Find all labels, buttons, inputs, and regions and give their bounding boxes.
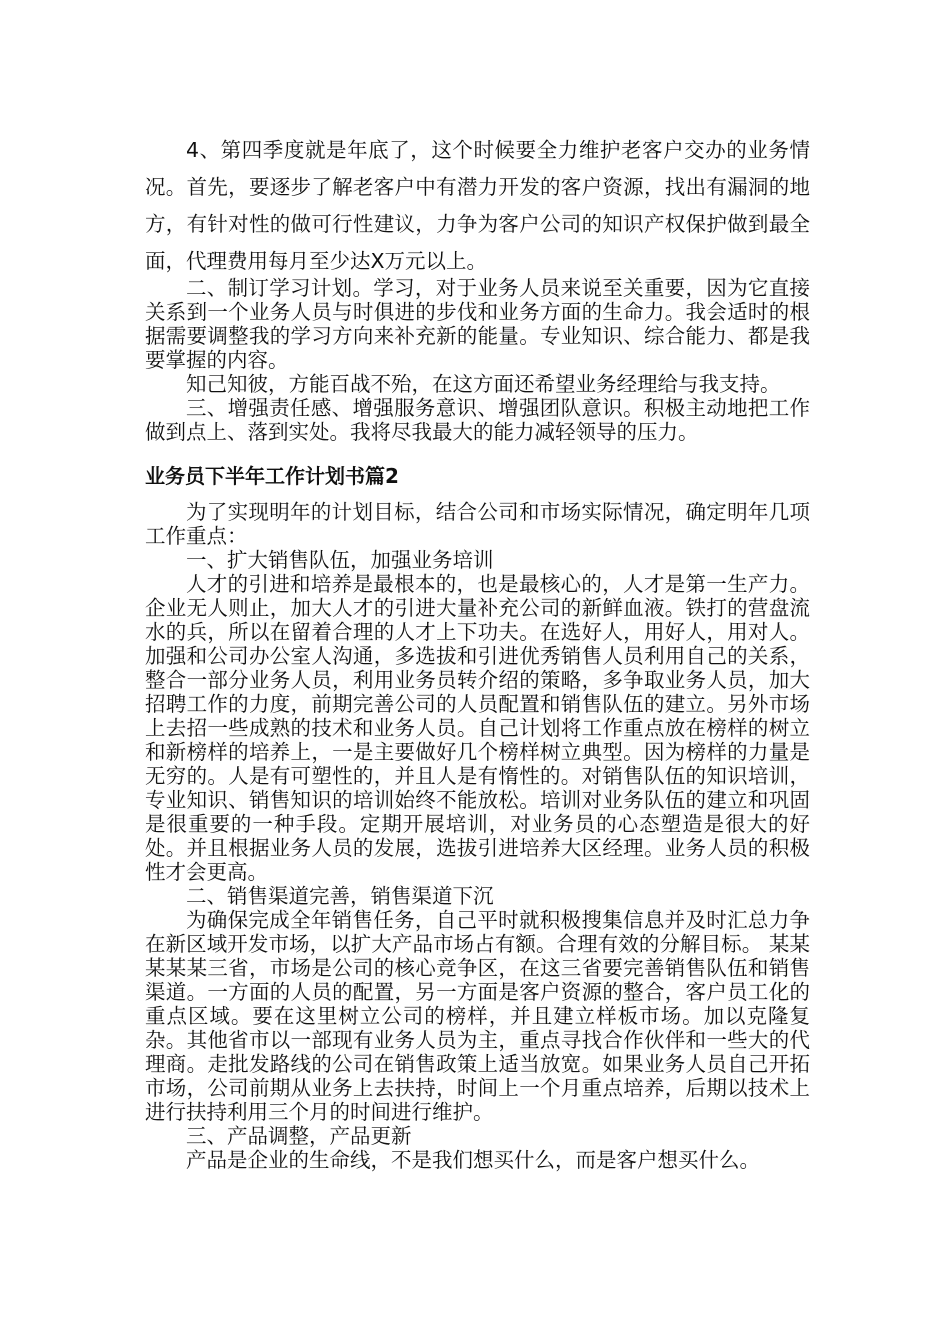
section-plan-2 <box>145 500 810 1172</box>
paragraph-channels: 为确保完成全年销售任务，自己平时就积极搜集信息并及时汇总力争在新区域开发市场，以扩大产品市场占有额。合理有效的分解目标。 某某某某某三省，市场是公司的核心竞争区，在这三省要完善销售队伍和销售渠道。一方面的人员的配置，另一方面是客户资源的整合，客户员工化的重点区域。要在这里树立公司的榜样，并且建立样板市场。加以克隆复杂。其他省市以一部现有业务人员为主，重点寻找合作伙伴和一些大的代理商。走批发路线的公司在销售政策上适当放宽。如果业务人员自己开拓市场，公司前期从业务上去扶持，时间上一个月重点培养，后期以技术上进行扶持利用三个月的时间进行维护。 <box>145 908 810 1124</box>
paragraph-learning-plan: 二、制订学习计划。学习，对于业务人员来说至关重要，因为它直接关系到一个业务人员与时俱进的步伐和业务方面的生命力。我会适时的根据需要调整我的学习方向来补充新的能量。专业知识、综合能力、都是我要掌握的内容。 <box>145 276 810 372</box>
paragraph-know-yourself: 知己知彼，方能百战不殆，在这方面还希望业务经理给与我支持。 <box>186 372 781 396</box>
paragraph-q4-clients: 4、第四季度就是年底了，这个时候要全力维护老客户交办的业务情况。首先，要逐步了解老客户中有潜力开发的客户资源，找出有漏洞的地方，有针对性的做可行性建议，力争为客户公司的知识产权保护做到最全面，代理费用每月至少达X万元以上。 <box>145 138 810 273</box>
section-learning-plan <box>145 276 810 444</box>
section-heading: 业务员下半年工作计划书篇2 <box>145 464 399 488</box>
paragraph-subheading-2: 二、销售渠道完善，销售渠道下沉 <box>186 884 494 908</box>
paragraph-responsibility: 三、增强责任感、增强服务意识、增强团队意识。积极主动地把工作做到点上、落到实处。我将尽我最大的能力减轻领导的压力。 <box>145 396 810 444</box>
paragraph-subheading-3: 三、产品调整，产品更新 <box>186 1124 412 1148</box>
paragraph-intro: 为了实现明年的计划目标，结合公司和市场实际情况，确定明年几项工作重点： <box>145 500 810 548</box>
paragraph-talent: 人才的引进和培养是最根本的，也是最核心的，人才是第一生产力。企业无人则止，加大人才的引进大量补充公司的新鲜血液。铁打的营盘流水的兵，所以在留着合理的人才上下功夫。在选好人，用好人，用对人。加强和公司办公室人沟通，多选拔和引进优秀销售人员利用自己的关系，整合一部分业务人员，利用业务员转介绍的策略，多争取业务人员，加大招聘工作的力度，前期完善公司的人员配置和销售队伍的建立。另外市场上去招一些成熟的技术和业务人员。自己计划将工作重点放在榜样的树立和新榜样的培养上，一是主要做好几个榜样树立典型。因为榜样的力量是无穷的。人是有可塑性的，并且人是有惰性的。对销售队伍的知识培训，专业知识、销售知识的培训始终不能放松。培训对业务队伍的建立和巩固是很重要的一种手段。定期开展培训，对业务员的心态塑造是很大的好处。并且根据业务人员的发展，选拔引进培养大区经理。业务人员的积极性才会更高。 <box>145 572 810 884</box>
paragraph-subheading-1: 一、扩大销售队伍，加强业务培训 <box>186 548 494 572</box>
paragraph-product: 产品是企业的生命线，不是我们想买什么，而是客户想买什么。 <box>186 1148 760 1172</box>
